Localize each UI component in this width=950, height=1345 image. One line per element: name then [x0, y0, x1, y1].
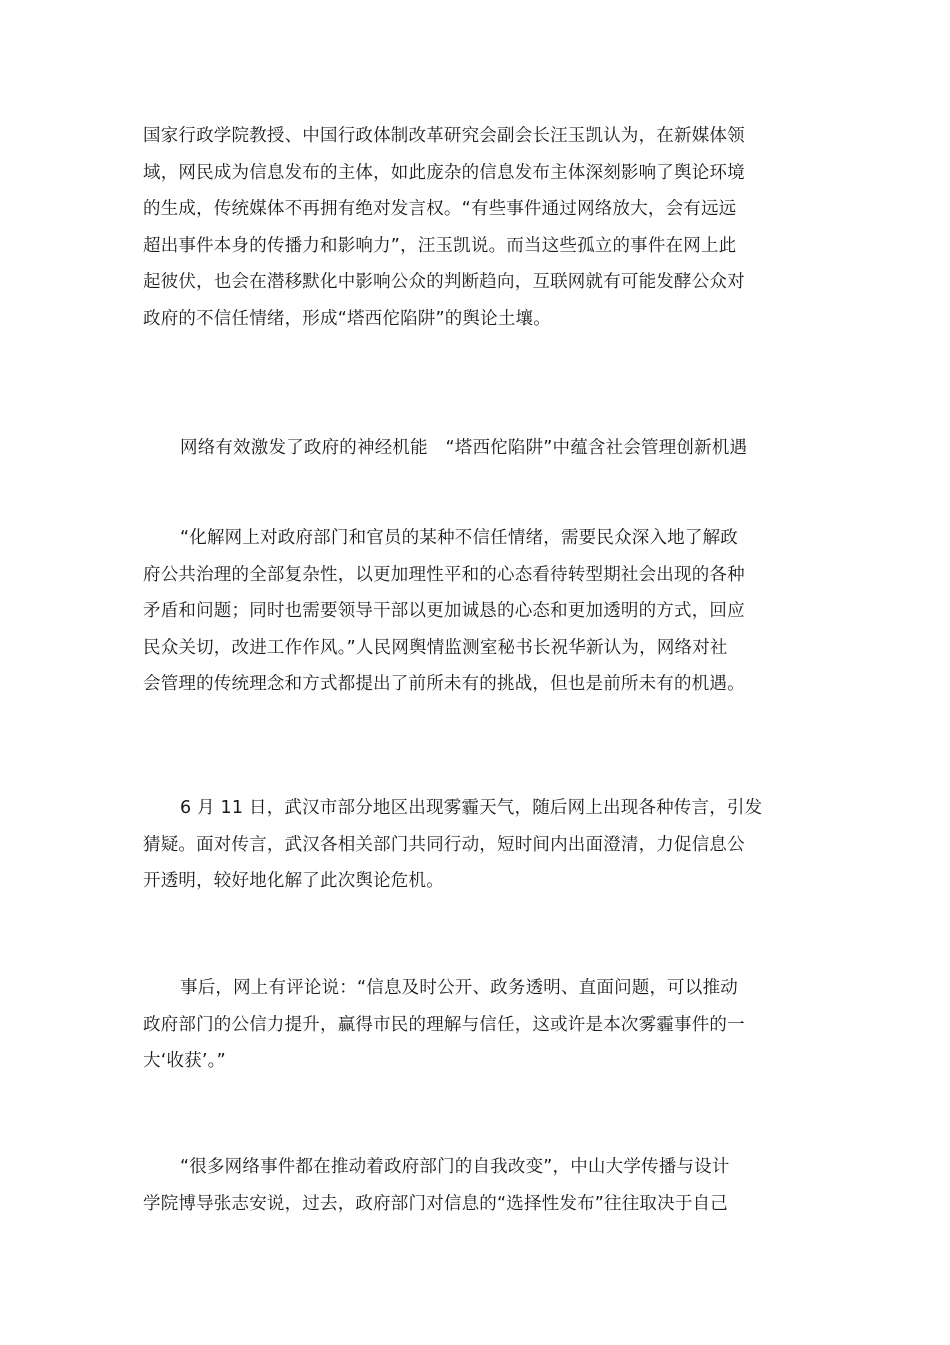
paragraph-new-media-influence — [143, 118, 769, 337]
text-line: 矛盾和问题；同时也需要领导干部以更加诚恳的心态和更加透明的方式，回应 — [143, 601, 745, 621]
text-line: 事后，网上有评论说：“信息及时公开、政务透明、直面问题，可以推动 — [180, 978, 738, 998]
text-line: 域，网民成为信息发布的主体，如此庞杂的信息发布主体深刻影响了舆论环境 — [143, 162, 745, 183]
text-line: 的生成，传统媒体不再拥有绝对发言权。“有些事件通过网络放大，会有远远 — [143, 199, 737, 219]
text-line: 政府的不信任情绪，形成“塔西佗陷阱”的舆论土壤。 — [143, 308, 551, 329]
text-line: 会管理的传统理念和方式都提出了前所未有的挑战，但也是前所未有的机遇。 — [143, 674, 745, 694]
text-line: 学院博导张志安说，过去，政府部门对信息的“选择性发布”往往取决于自己 — [143, 1193, 728, 1214]
paragraph-online-comment — [143, 970, 769, 1080]
heading-line: 网络有效激发了政府的神经机能 “塔西佗陷阱”中蕴含社会管理创新机遇 — [180, 438, 748, 458]
paragraph-zhu-huaxin-quote — [143, 520, 769, 703]
text-line: 超出事件本身的传播力和影响力”，汪玉凯说。而当这些孤立的事件在网上此 — [143, 235, 737, 256]
text-line: 大‘收获’。” — [143, 1051, 226, 1071]
paragraph-wuhan-haze — [143, 790, 769, 900]
text-line: “很多网络事件都在推动着政府部门的自我改变”，中山大学传播与设计 — [180, 1157, 730, 1177]
text-line: 6 月 11 日，武汉市部分地区出现雾霾天气，随后网上出现各种传言，引发 — [180, 798, 763, 818]
text-line: 府公共治理的全部复杂性，以更加理性平和的心态看待转型期社会出现的各种 — [143, 564, 745, 585]
text-line: 政府部门的公信力提升，赢得市民的理解与信任，这或许是本次雾霾事件的一 — [143, 1014, 745, 1035]
text-line: 民众关切，改进工作作风。”人民网舆情监测室秘书长祝华新认为，网络对社 — [143, 637, 728, 658]
paragraph-zhang-zhian-quote — [143, 1149, 769, 1222]
text-line: “化解网上对政府部门和官员的某种不信任情绪，需要民众深入地了解政 — [180, 528, 738, 548]
text-line: 国家行政学院教授、中国行政体制改革研究会副会长汪玉凯认为，在新媒体领 — [143, 126, 745, 146]
text-line: 开透明，较好地化解了此次舆论危机。 — [143, 871, 444, 891]
text-line: 起彼伏，也会在潜移默化中影响公众的判断趋向，互联网就有可能发酵公众对 — [143, 272, 745, 292]
section-heading — [143, 430, 769, 467]
text-line: 猜疑。面对传言，武汉各相关部门共同行动，短时间内出面澄清，力促信息公 — [143, 834, 745, 855]
